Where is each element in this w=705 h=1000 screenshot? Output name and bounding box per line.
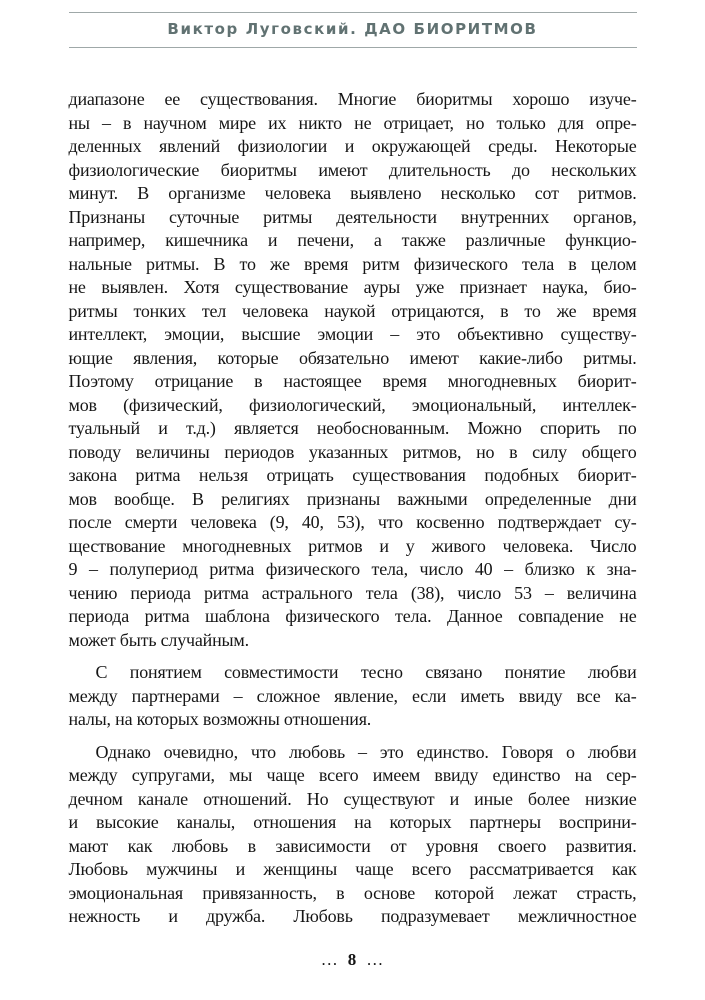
footer-ornament-right: … [366, 950, 385, 969]
footer-ornament-left: … [320, 950, 339, 969]
text-line: поводу величины периодов указанных ритмов, но в силу общего [68, 441, 637, 462]
text-line: например, кишечника и печени, а также различные функцио- [68, 230, 637, 250]
text-line: Любовь мужчины и женщины чаще всего рассматривается как [68, 859, 637, 879]
text-line: ющие явления, которые обязательно имеют какие-либо ритмы. [68, 347, 637, 368]
page-number: 8 [347, 950, 358, 969]
text-line: дечном канале отношений. Но существуют и иные более низкие [68, 788, 637, 809]
paragraph [69, 88, 637, 652]
body-text [69, 88, 637, 929]
text-line: закона ритма нельзя отрицать существования подобных биорит- [68, 465, 637, 485]
text-line: нежность и дружба. Любовь подразумевает межличностное [68, 906, 637, 926]
text-line: периода ритма шаблона физического тела. Данное совпадение не [68, 606, 637, 626]
text-line: С понятием совместимости тесно связано понятие любви [95, 662, 637, 682]
text-line: ществование многодневных ритмов и у живого человека. Число [68, 535, 637, 556]
text-line: туальный и т.д.) является необоснованным. Можно спорить по [68, 418, 637, 438]
text-line: налы, на которых возможны отношения. [68, 709, 372, 729]
text-line: между супругами, мы чаще всего имеем ввиду единство на сер- [68, 765, 637, 785]
paragraph [69, 741, 637, 929]
text-line: Признаны суточные ритмы деятельности внутренних органов, [68, 206, 637, 227]
page-header [69, 0, 637, 48]
header-rule-bottom [69, 47, 637, 48]
text-line: физиологические биоритмы имеют длительность до нескольких [68, 159, 637, 180]
paragraph [69, 661, 637, 732]
text-line: нальные ритмы. В то же время ритм физического тела в целом [68, 253, 637, 274]
text-line: диапазоне ее существования. Многие биоритмы хорошо изуче- [68, 89, 637, 109]
text-line: 9 – полупериод ритма физического тела, число 40 – близко к зна- [68, 559, 637, 579]
text-line: интеллект, эмоции, высшие эмоции – это объективно существу- [68, 324, 637, 344]
text-line: чению периода ритма астрального тела (38), число 53 – величина [68, 582, 637, 603]
text-line: Однако очевидно, что любовь – это единство. Говоря о любви [95, 741, 637, 762]
text-line: не выявлен. Хотя существование ауры уже признает наука, био- [68, 277, 637, 297]
text-line: мов вообще. В религиях признаны важными определенные дни [68, 488, 637, 509]
page-footer [0, 950, 705, 970]
text-line: может быть случайным. [68, 629, 249, 650]
text-line: Поэтому отрицание в настоящее время многодневных биорит- [68, 371, 637, 391]
text-line: и высокие каналы, отношения на которых партнеры восприни- [68, 812, 637, 832]
text-line: после смерти человека (9, 40, 53), что косвенно подтверждает су- [68, 512, 637, 532]
running-head: Виктор Луговский. ДАО БИОРИТМОВ [167, 20, 538, 38]
text-line: деленных явлений физиологии и окружающей среды. Некоторые [68, 136, 637, 156]
text-line: мают как любовь в зависимости от уровня своего развития. [68, 835, 637, 856]
text-line: минут. В организме человека выявлено несколько сот ритмов. [68, 183, 637, 203]
text-line: мов (физический, физиологический, эмоциональный, интеллек- [68, 394, 637, 415]
text-line: между партнерами – сложное явление, если иметь ввиду все ка- [68, 685, 637, 706]
text-line: ны – в научном мире их никто не отрицает, но только для опре- [68, 112, 637, 133]
text-line: ритмы тонких тел человека наукой отрицаются, в то же время [68, 300, 637, 321]
text-line: эмоциональная привязанность, в основе которой лежат страсть, [68, 882, 637, 903]
